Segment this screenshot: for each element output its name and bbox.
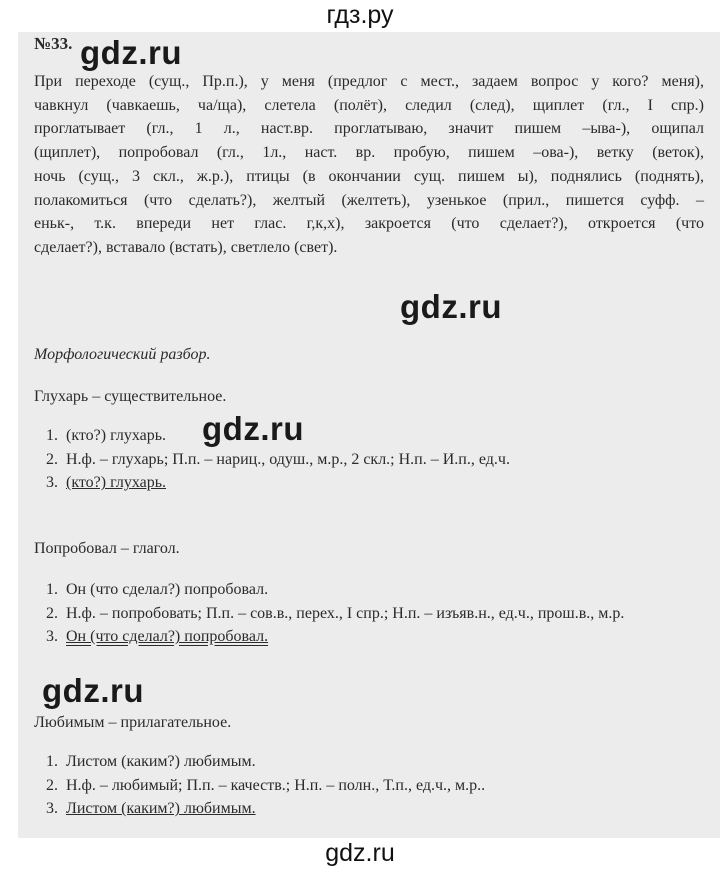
item-text: (кто?) глухарь. <box>66 474 167 492</box>
item-text: Листом (каким?) любимым. <box>66 753 256 770</box>
item-text: Он (что сделал?) попробовал. <box>66 581 269 598</box>
item-number: 3. <box>46 628 58 646</box>
item-text: Н.ф. – любимый; П.п. – качеств.; Н.п. – полн., Т.п., ед.ч., м.р.. <box>66 776 486 794</box>
item-text: (кто?) глухарь. <box>66 427 167 444</box>
paragraph-line: При переходе (сущ., Пр.п.), у меня (предлог с мест., задаем вопрос у кого? меня), <box>34 73 704 90</box>
paragraph-line: полакомиться (что сделать?), желтый (желтеть), узенькое (прил., пишется суфф. – <box>34 191 704 209</box>
analysis-list-verb <box>34 578 674 649</box>
section-title-verb: Попробовал – глагол. <box>34 540 180 557</box>
paragraph-line: ночь (сущ., 3 скл., ж.р.), птицы (в окончании сущ. пишем ы), поднялись (поднять), <box>34 167 704 185</box>
item-text: Листом (каким?) любимым. <box>66 800 256 818</box>
textbook-page <box>18 32 720 838</box>
item-number: 2. <box>46 776 58 794</box>
list-item <box>34 471 510 495</box>
list-item <box>34 797 485 821</box>
item-text: Н.ф. – попробовать; П.п. – сов.в., перех., I спр.; Н.п. – изъяв.н., ед.ч., прош.в., м.р. <box>66 604 625 622</box>
watermark: gdz.ru <box>202 410 304 447</box>
item-number: 1. <box>46 581 58 598</box>
list-item <box>34 602 674 626</box>
morph-heading: Морфологический разбор. <box>34 346 211 363</box>
list-item <box>34 625 674 649</box>
paragraph-line: чавкнул (чавкаешь, ча/ща), слетела (полёт), следил (след), щиплет (гл., I спр.) <box>34 96 704 114</box>
analysis-list-adjective <box>34 750 485 821</box>
site-footer: gdz.ru <box>325 839 395 867</box>
site-header: гдз.ру <box>326 1 394 29</box>
section-title-adjective: Любимым – прилагательное. <box>34 714 232 731</box>
watermark: gdz.ru <box>80 34 182 71</box>
paragraph-line: еньк-, т.к. впереди нет глас. г,к,х), закроется (что сделает?), откроется (что <box>34 215 704 233</box>
section-title-noun: Глухарь – существительное. <box>34 388 227 405</box>
list-item <box>34 448 510 472</box>
watermark: gdz.ru <box>400 288 502 325</box>
list-item <box>34 578 674 602</box>
paragraph-line: (щиплет), попробовал (гл., 1л., наст. вр. пробую, пишем –ова-), ветку (веток), <box>34 144 704 162</box>
item-text: Н.ф. – глухарь; П.п. – нариц., одуш., м.р., 2 скл.; Н.п. – И.п., ед.ч. <box>66 450 510 468</box>
item-number: 3. <box>46 474 58 492</box>
item-number: 1. <box>46 753 58 770</box>
paragraph-line: проглатывает (гл., 1 л., наст.вр. проглатываю, значит пишем –ыва-), ощипал <box>34 120 704 138</box>
item-number: 1. <box>46 427 58 444</box>
problem-number: №33. <box>34 34 73 53</box>
item-number: 2. <box>46 604 58 622</box>
watermark: gdz.ru <box>42 672 144 709</box>
item-text: Он (что сделал?) попробовал. <box>66 628 269 646</box>
list-item <box>34 774 485 798</box>
exercise-paragraph <box>34 70 704 260</box>
list-item <box>34 750 485 774</box>
paragraph-line: сделает?), вставало (встать), светлело (свет). <box>34 238 338 256</box>
item-number: 2. <box>46 450 58 468</box>
item-number: 3. <box>46 800 58 818</box>
